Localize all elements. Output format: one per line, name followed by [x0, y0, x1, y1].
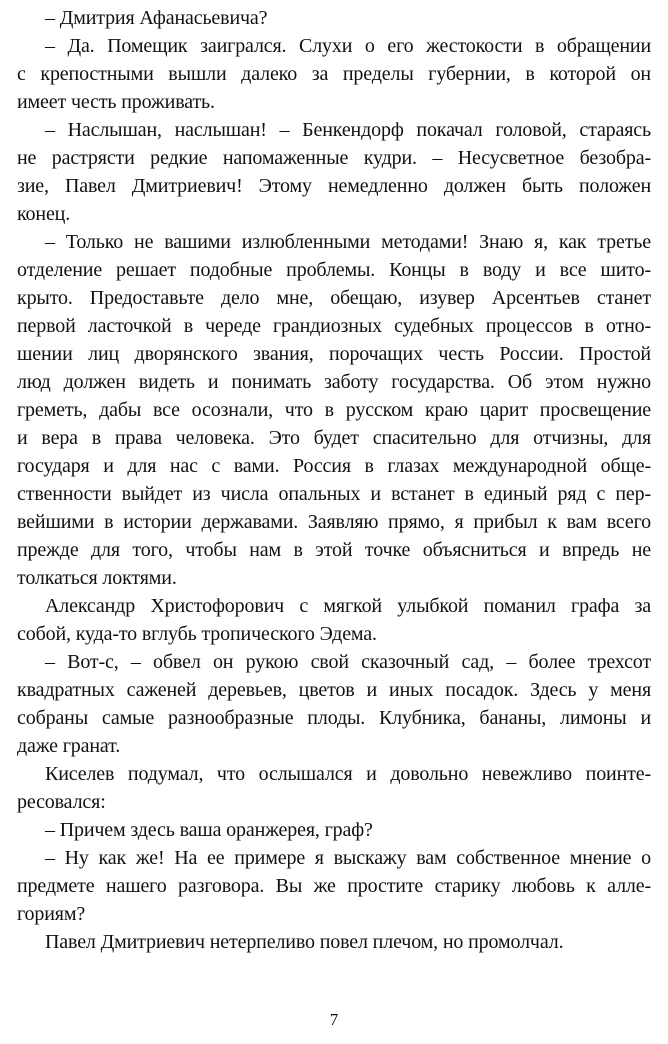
text-line: зие, Павел Дмитриевич! Этому немедленно должен быть положен	[17, 175, 651, 197]
text-line: с крепостными вышли далеко за пределы губернии, в которой он	[17, 63, 651, 85]
text-line: вейшими в истории державами. Заявляю прямо, я прибыл к вам всего	[17, 511, 651, 533]
text-line: – Дмитрия Афанасьевича?	[45, 7, 268, 29]
text-line: греметь, дабы все осознали, что в русском краю царит просвещение	[17, 399, 651, 421]
text-line: – Вот-с, – обвел он рукою свой сказочный сад, – более трехсот	[45, 651, 651, 673]
text-line: гориям?	[17, 903, 86, 925]
text-line: – Ну как же! На ее примере я выскажу вам собственное мнение о	[45, 847, 651, 869]
text-line: и вера в права человека. Это будет спасительно для отчизны, для	[17, 427, 651, 449]
text-line: прежде для того, чтобы нам в этой точке объясниться и впредь не	[17, 539, 651, 561]
text-line: крыто. Предоставьте дело мне, обещаю, изувер Арсентьев станет	[17, 287, 651, 309]
text-line: толкаться локтями.	[17, 567, 177, 589]
text-line: имеет честь проживать.	[17, 91, 215, 113]
text-line: – Только не вашими излюбленными методами! Знаю я, как третье	[45, 231, 651, 253]
text-line: Киселев подумал, что ослышался и довольно невежливо поинте-	[45, 763, 651, 785]
text-line: даже гранат.	[17, 735, 121, 757]
text-line: первой ласточкой в череде грандиозных судебных процессов в отно-	[17, 315, 651, 337]
text-line: – Причем здесь ваша оранжерея, граф?	[45, 819, 373, 841]
text-line: люд должен видеть и понимать заботу государства. Об этом нужно	[17, 371, 651, 393]
text-line: квадратных саженей деревьев, цветов и иных посадок. Здесь у меня	[17, 679, 651, 701]
text-line: отделение решает подобные проблемы. Концы в воду и все шито-	[17, 259, 651, 281]
text-line: ственности выйдет из числа опальных и встанет в единый ряд с пер-	[17, 483, 651, 505]
text-line: не растрясти редкие напомаженные кудри. – Несусветное безобра-	[17, 147, 651, 169]
text-line: ресовался:	[17, 791, 106, 813]
text-line: Павел Дмитриевич нетерпеливо повел плечом, но промолчал.	[45, 931, 564, 953]
text-line: – Да. Помещик заигрался. Слухи о его жестокости в обращении	[45, 35, 651, 57]
text-line: государя и для нас с вами. Россия в глазах международной обще-	[17, 455, 651, 477]
text-line: Александр Христофорович с мягкой улыбкой поманил графа за	[45, 595, 651, 617]
text-line: собой, куда-то вглубь тропического Эдема.	[17, 623, 377, 645]
page-number: 7	[329, 1010, 339, 1029]
text-line: конец.	[17, 203, 71, 225]
text-line: собраны самые разнообразные плоды. Клубника, бананы, лимоны и	[17, 707, 651, 729]
text-line: – Наслышан, наслышан! – Бенкендорф покачал головой, стараясь	[45, 119, 651, 141]
text-line: шении лиц дворянского звания, порочащих честь России. Простой	[17, 343, 651, 365]
text-line: предмете нашего разговора. Вы же простите старику любовь к алле-	[17, 875, 651, 897]
